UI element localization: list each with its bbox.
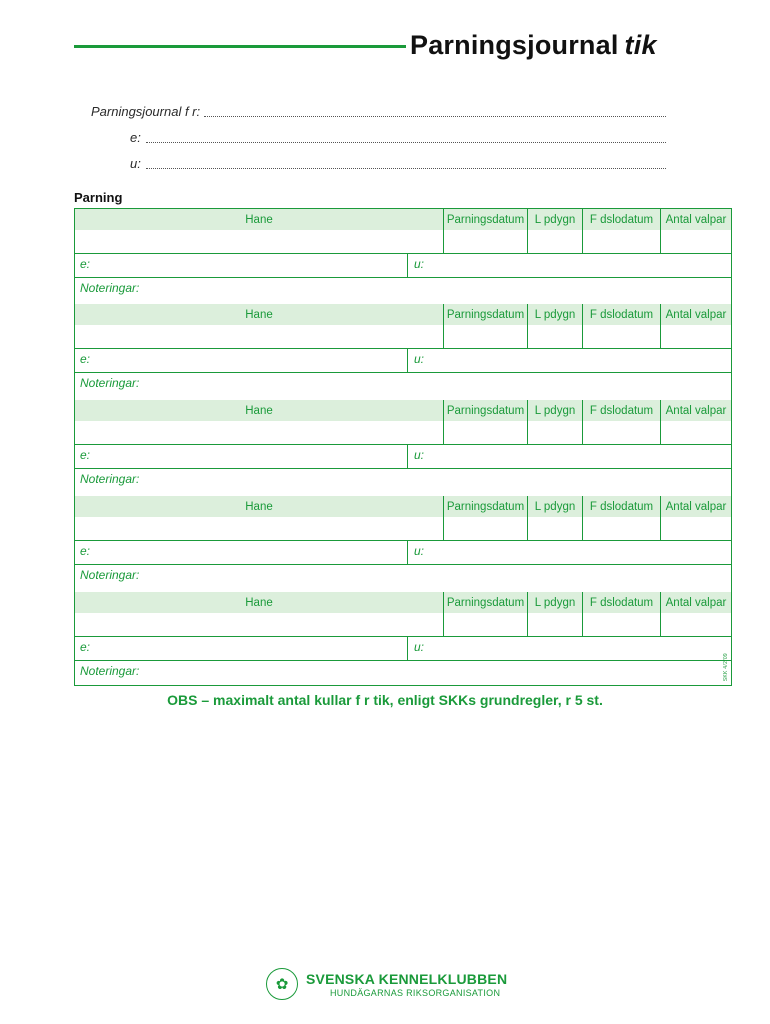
field-e-label: e:	[130, 130, 141, 145]
col-lopdygn: L pdygn	[527, 209, 582, 230]
notes-row[interactable]	[75, 468, 731, 492]
input-hane[interactable]	[75, 230, 443, 253]
record-u-label: u:	[414, 352, 425, 366]
col-lopdygn: L pdygn	[527, 400, 582, 421]
journal-for-field[interactable]	[204, 116, 666, 117]
col-parningsdatum: Parningsdatum	[443, 304, 527, 325]
input-lopdygn[interactable]	[527, 421, 582, 444]
title-rule	[74, 45, 406, 48]
col-parningsdatum: Parningsdatum	[443, 496, 527, 517]
journal-for-label: Parningsjournal f r:	[91, 104, 201, 119]
notes-label: Noteringar:	[80, 376, 140, 390]
col-fodslodatum: F dslodatum	[582, 592, 660, 613]
col-fodslodatum: F dslodatum	[582, 209, 660, 230]
field-u-line[interactable]	[146, 168, 666, 169]
record-e-label: e:	[80, 257, 91, 271]
col-hane: Hane	[245, 596, 273, 609]
divider	[407, 540, 408, 564]
mating-record	[75, 496, 731, 588]
divider	[407, 444, 408, 468]
input-parningsdatum[interactable]	[443, 230, 527, 253]
input-fodslodatum[interactable]	[582, 325, 660, 348]
col-lopdygn: L pdygn	[527, 304, 582, 325]
notes-row[interactable]	[75, 372, 731, 396]
record-header-row	[75, 496, 731, 517]
input-antal-valpar[interactable]	[660, 421, 731, 444]
record-u-label: u:	[414, 640, 425, 654]
input-antal-valpar[interactable]	[660, 517, 731, 540]
input-parningsdatum[interactable]	[443, 517, 527, 540]
record-e-label: e:	[80, 640, 91, 654]
col-hane: Hane	[245, 500, 273, 513]
input-lopdygn[interactable]	[527, 517, 582, 540]
notes-label: Noteringar:	[80, 568, 140, 582]
notes-label: Noteringar:	[80, 472, 140, 486]
field-u-label: u:	[130, 156, 141, 171]
input-antal-valpar[interactable]	[660, 325, 731, 348]
input-fodslodatum[interactable]	[582, 613, 660, 636]
input-lopdygn[interactable]	[527, 230, 582, 253]
record-entry-row	[75, 230, 731, 253]
page-title	[410, 30, 657, 61]
record-entry-row	[75, 325, 731, 348]
mating-record	[75, 304, 731, 396]
mating-record	[75, 400, 731, 492]
col-fodslodatum: F dslodatum	[582, 304, 660, 325]
input-fodslodatum[interactable]	[582, 421, 660, 444]
input-hane[interactable]	[75, 517, 443, 540]
record-e-label: e:	[80, 352, 91, 366]
col-lopdygn: L pdygn	[527, 592, 582, 613]
mating-record	[75, 592, 731, 684]
parents-row	[75, 636, 731, 660]
input-hane[interactable]	[75, 325, 443, 348]
notes-label: Noteringar:	[80, 664, 140, 678]
record-e-label: e:	[80, 544, 91, 558]
notes-label: Noteringar:	[80, 281, 140, 295]
kennel-seal-icon: ✿	[266, 968, 298, 1000]
mating-table	[74, 208, 732, 686]
page-title-tik: tik	[624, 30, 657, 60]
org-name: SVENSKA KENNELKLUBBEN	[306, 971, 508, 987]
org-subtitle: HUNDÄGARNAS RIKSORGANISATION	[330, 988, 501, 998]
record-header-row	[75, 209, 731, 230]
col-hane: Hane	[245, 308, 273, 321]
record-header-row	[75, 400, 731, 421]
col-fodslodatum: F dslodatum	[582, 400, 660, 421]
input-parningsdatum[interactable]	[443, 613, 527, 636]
input-hane[interactable]	[75, 613, 443, 636]
input-parningsdatum[interactable]	[443, 421, 527, 444]
record-u-label: u:	[414, 257, 425, 271]
record-header-row	[75, 592, 731, 613]
parents-row	[75, 348, 731, 372]
page-title-main: Parningsjournal	[410, 30, 619, 60]
input-antal-valpar[interactable]	[660, 613, 731, 636]
notes-row[interactable]	[75, 564, 731, 588]
record-u-label: u:	[414, 448, 425, 462]
record-entry-row	[75, 421, 731, 444]
obs-note: OBS – maximalt antal kullar f r tik, enligt SKKs grundregler, r 5 st.	[167, 692, 603, 708]
notes-row[interactable]	[75, 277, 731, 301]
divider	[407, 253, 408, 277]
col-lopdygn: L pdygn	[527, 496, 582, 517]
col-antal-valpar: Antal valpar	[660, 304, 731, 325]
input-fodslodatum[interactable]	[582, 517, 660, 540]
parents-row	[75, 253, 731, 277]
col-parningsdatum: Parningsdatum	[443, 209, 527, 230]
record-entry-row	[75, 517, 731, 540]
mating-record	[75, 209, 731, 301]
input-lopdygn[interactable]	[527, 325, 582, 348]
col-hane: Hane	[245, 213, 273, 226]
col-parningsdatum: Parningsdatum	[443, 592, 527, 613]
input-antal-valpar[interactable]	[660, 230, 731, 253]
parents-row	[75, 444, 731, 468]
form-code: SKK 4/2/09	[723, 652, 729, 681]
notes-row[interactable]	[75, 660, 731, 684]
divider	[407, 636, 408, 660]
record-u-label: u:	[414, 544, 425, 558]
record-entry-row	[75, 613, 731, 636]
col-parningsdatum: Parningsdatum	[443, 400, 527, 421]
col-antal-valpar: Antal valpar	[660, 496, 731, 517]
col-antal-valpar: Antal valpar	[660, 400, 731, 421]
field-e-line[interactable]	[146, 142, 666, 143]
input-parningsdatum[interactable]	[443, 325, 527, 348]
divider	[407, 348, 408, 372]
col-hane: Hane	[245, 404, 273, 417]
record-e-label: e:	[80, 448, 91, 462]
parents-row	[75, 540, 731, 564]
section-label-parning: Parning	[74, 190, 123, 205]
input-hane[interactable]	[75, 421, 443, 444]
input-lopdygn[interactable]	[527, 613, 582, 636]
input-fodslodatum[interactable]	[582, 230, 660, 253]
col-antal-valpar: Antal valpar	[660, 592, 731, 613]
col-antal-valpar: Antal valpar	[660, 209, 731, 230]
col-fodslodatum: F dslodatum	[582, 496, 660, 517]
record-header-row	[75, 304, 731, 325]
